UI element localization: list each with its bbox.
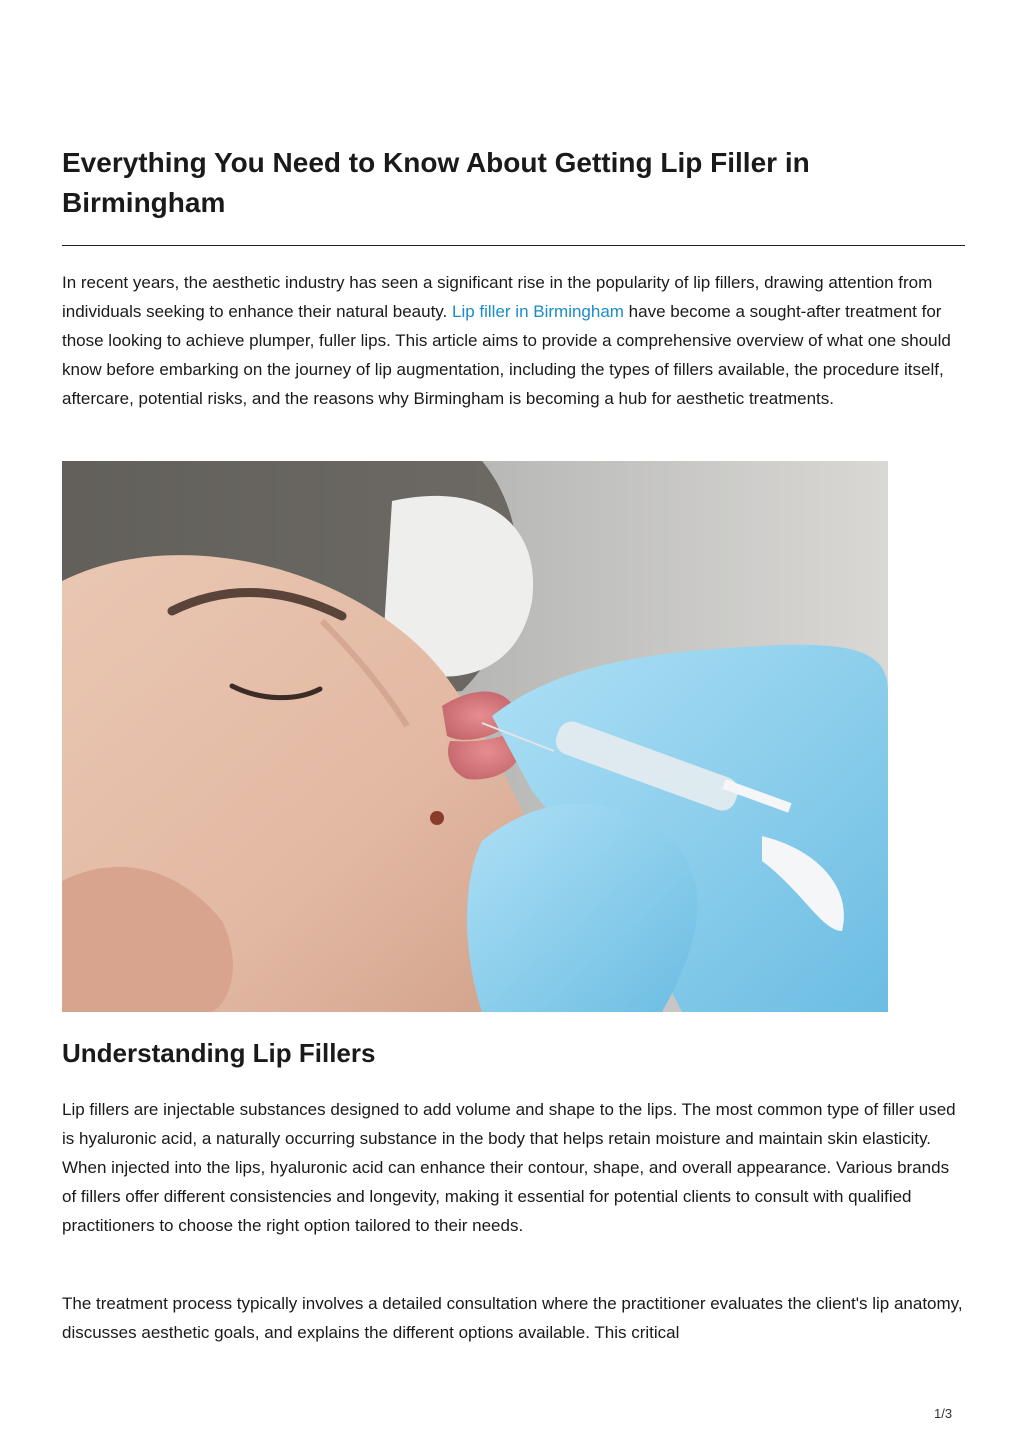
intro-text-after-link: have become a sought-after treatment for those looking to achieve plumper, fuller lips. This article aims to provide a comprehensive overview of what one should know before embarking on the journey of lip augmentation, including the types of fillers available, the procedure itself, aftercare, potential risks, and the reasons why Birmingham is becoming a hub for aesthetic treatments. [62, 302, 951, 408]
section1-paragraph-1: Lip fillers are injectable substances designed to add volume and shape to the lips. The most common type of filler used is hyaluronic acid, a naturally occurring substance in the body that helps retain moisture and maintain skin elasticity. When injected into the lips, hyaluronic acid can enhance their contour, shape, and overall appearance. Various brands of fillers offer different consistencies and longevity, making it essential for potential clients to consult with qualified practitioners to choose the right option tailored to their needs. [62, 1100, 956, 1235]
section1-paragraph-2: The treatment process typically involves a detailed consultation where the practitioner evaluates the client's lip anatomy, discusses aesthetic goals, and explains the different options available. This critical [62, 1294, 963, 1342]
lip-filler-treatment-photo [62, 461, 888, 1012]
page-number: 1/3 [934, 1406, 953, 1421]
intro-paragraph [62, 268, 965, 413]
title-divider [62, 245, 965, 246]
lip-filler-birmingham-link[interactable]: Lip filler in Birmingham [452, 302, 624, 321]
article-title: Everything You Need to Know About Getting Lip Filler in Birmingham [62, 147, 810, 218]
section-heading-understanding-lip-fillers: Understanding Lip Fillers [62, 1038, 376, 1068]
intro-text-before-link: In recent years, the aesthetic industry has seen a significant rise in the popularity of lip fillers, drawing attention from individuals seeking to enhance their natural beauty. [62, 273, 933, 321]
